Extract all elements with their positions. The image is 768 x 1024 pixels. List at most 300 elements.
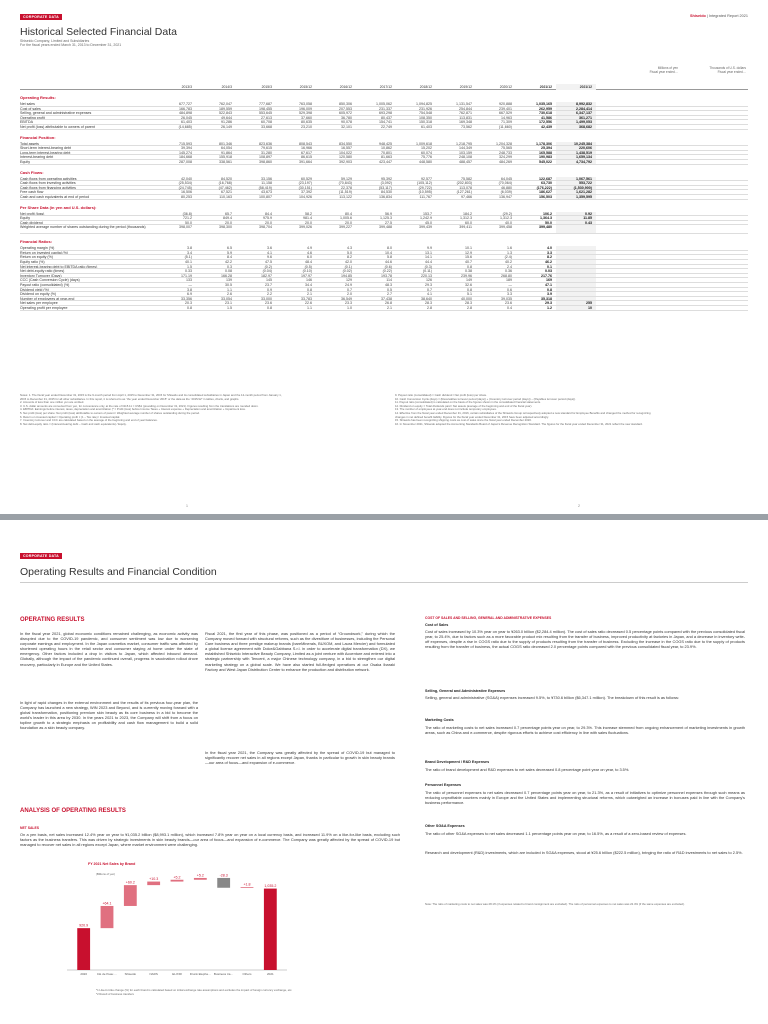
chart-category-label: Others [242,972,252,976]
table-cell: 12.9 [465,250,472,255]
table-cell: 8.2 [547,255,552,260]
table-cell: 0.38 [465,269,472,274]
chart-bar [217,878,230,888]
row-label: Cost of sales [20,106,41,111]
table-cell: 40.0 [505,220,512,225]
table-cell: 392,903 [339,159,352,164]
table-cell: 754,548 [419,111,432,116]
chart-category-label: 2020 [80,972,88,976]
table-cell: 42.2 [225,260,232,265]
table-cell: (6,039) [500,190,512,195]
table-cell: 1.0 [347,306,352,310]
table-cell: 80,253 [181,194,192,199]
table-cell: 33,783 [301,296,312,301]
chart-category-label: Shiseido [124,972,137,976]
row-label: Cash flows from operating activities [20,176,77,181]
row-label: Cash and cash equivalents at end of period [20,194,90,199]
table-cell: 35,318 [541,296,552,301]
year-header: 2020/12 [499,85,512,89]
table-cell: 1.5 [227,306,232,310]
year-header: 2014/3 [221,85,232,89]
table-cell: 0.4 [507,306,512,310]
table-cell: 104,022 [339,150,352,155]
table-cell: 100,807 [259,194,272,199]
row-label: Net profit (loss) [20,211,45,216]
table-cell: 20.3 [185,301,192,306]
table-cell: 763,058 [299,102,312,106]
table-cell: 338,561 [219,159,232,164]
chart-title: FY 2021 Net Sales by Brand [88,862,136,866]
row-label: Equity ratio (%) [20,260,45,264]
section-tag: CORPORATE DATA [20,553,62,559]
table-cell: 16,966 [301,146,312,151]
footnote: 10. Cash Conversion Cycle (days) = (Receivables turnover period (days)) + (Inventory turnover period (days)) – (Payables turnover period (days)). [395,396,576,401]
table-cell: (29,722) [418,185,432,190]
table-cell: 1,364.3 [540,216,552,221]
row-label: Operating margin (%) [20,246,55,250]
table-cell: (1,530,900) [556,186,596,190]
table-cell: 0.8 [267,306,272,310]
table-cell: 24.9 [345,283,352,288]
table-cell: (0.1) [344,264,352,269]
table-cell: (2.4) [504,255,512,260]
table-cell: 63,730 [541,181,552,186]
table-cell: 92,577 [421,176,432,181]
table-cell: 730,618 [539,111,552,116]
table-cell: 33,668 [261,124,272,129]
table-cell: 166,783 [179,106,192,111]
table-cell: 231,926 [419,106,432,111]
table-cell: 75,582 [461,176,472,181]
table-cell: 49,644 [221,115,232,120]
table-cell: (0.10) [302,269,312,274]
table-cell: 5.1 [467,292,472,297]
table-cell: 239,401 [499,106,512,111]
table-cell: 197.97 [301,273,312,278]
row-label: Payout ratio (consolidated) (%) [20,283,70,287]
table-cell: 1.5 [187,264,192,269]
year-header: 2017/12 [379,85,392,89]
table-cell: 20.0 [305,220,312,225]
table-cell: 8,992,832 [556,102,596,106]
table-cell: (0.11) [422,269,432,274]
table-cell: 368,682 [556,125,596,129]
table-cell: 189,559 [219,106,232,111]
chart-category-label: 2021 [266,972,274,976]
table-cell: 61,403 [421,124,432,129]
table-cell: 850,306 [339,102,352,106]
table-cell: 34.4 [305,283,312,288]
chart-category-label: Drunk Elepha… [189,972,211,976]
table-cell: 10,862 [381,146,392,151]
table-section-title: Per Share Data (in yen and U.S. dollars): [20,204,97,210]
table-cell: 129 [346,278,352,283]
row-label: Dividend yield (%) [20,287,49,292]
table-cell: (30,151) [298,185,312,190]
table-cell: 207,553 [339,106,352,111]
table-cell: 79,615 [261,146,272,151]
paragraph: The ratio of other SG&A expenses to net sales decreased 1.1 percentage points year on year, to 16.5%, as a result of a zero-based review of expenses. [425,831,687,836]
table-cell: 33,356 [181,296,192,301]
footnote: changes in net defined benefit liability. Figures for the fiscal year ended December 31, 2015 have been adjusted accordingly. [395,414,549,419]
table-cell: 61,403 [181,120,192,125]
table-cell: 48.3 [385,283,392,288]
table-cell: 920,888 [499,102,512,106]
table-cell: 1,009,618 [416,141,432,146]
table-cell: 37,438 [381,296,392,301]
table-cell: 0.8 [467,287,472,292]
table-cell: 0.43 [556,221,596,225]
table-cell: 2.7 [387,292,392,297]
table-cell: 10 [556,306,596,310]
title-divider [20,582,748,583]
table-cell: 196,009 [299,106,312,111]
heading-net-sales: NET SALES [20,826,40,830]
paragraph: In the fiscal year 2021, the Company was greatly affected by the spread of COVID-19 but managed to significantly recover net sales in all regions except Japan, thanks in particular to growth in skin beauty brands—our area of focus—and expansion of e-commerce. [205,750,395,766]
table-cell: 399,488 [379,225,392,230]
table-cell: 399,480 [539,225,552,230]
chart-bar [194,878,207,880]
table-cell: 255 [556,301,596,305]
table-cell: 64,045 [501,176,512,181]
table-cell: 46,880 [501,185,512,190]
table-cell: 27.5 [385,220,392,225]
table-cell: 5.8 [387,255,392,260]
paragraph: The ratio of brand development and R&D expenses to net sales decreased 0.8 percentage point year on year, to 3.5%. [425,767,630,772]
table-cell: 808,543 [299,141,312,146]
right-note: Note: The ratio of marketing costs to net sales was 28.1% (if expenses related to brand consignment are excluded). The ratio of personnel expenses to net sales was 22.4% (if the same expenses are excluded). [425,902,685,906]
table-cell: 23.1 [225,301,232,306]
table-cell: 32.6 [465,283,472,288]
table-cell: 0.8 [187,306,192,310]
running-head-brand: Shiseido [690,14,706,18]
page-title: Historical Selected Financial Data [20,26,177,38]
table-cell: 484,269 [499,159,512,164]
table-cell: 40.1 [185,260,192,265]
table-cell: 1,499,053 [556,120,596,124]
table-cell: 399,026 [299,225,312,230]
table-cell: 75,565 [501,146,512,151]
paragraph: Fiscal 2021, the first year of this phase, was positioned as a period of “Groundwork,” during which the Company moved forward with structural reforms, such as the divestiture of businesses, including the Personal Care business and three prestige makeup brands (bareMinerals, BUXOM, and Laura Mercier) and formulated a global license agreement with Dolce&Gabbana S.r.l. in order to accelerate digital transformation (DX), we established Shiseido Interactive Beauty Company, Limited as a joint venture with Accenture and entered into a strategic partnership with Tencent, a major Chinese technology company, in a bid to strengthen our digital marketing strategy on a global scale. We have also started full-fledged operations at our Osaka Ibaraki Factory and West Japan Distribution Center to enhance the production and distribution network. [205,631,395,672]
table-cell: 40.2 [505,260,512,265]
table-cell: 220,606 [556,146,596,150]
chart-bar [147,882,160,886]
table-cell: 126 [426,278,432,283]
row-label: Selling, general and administrative expenses [20,111,92,115]
table-cell: 91,286 [221,120,232,125]
table-cell: 13.1 [425,250,432,255]
table-cell: 91,864 [221,150,232,155]
table-cell: 169,348 [459,120,472,125]
table-cell: 155,918 [219,155,232,160]
table-cell: 0.7 [347,287,352,292]
paragraph: Research and development (R&D) investments, which are included in SG&A expenses, stood at ¥25.6 billion ($222.5 million), bringing the ratio of R&D investments to net sales to 2.5%. [425,850,743,855]
table-cell: 25,394 [541,146,552,151]
row-label: Dividend on equity (%) [20,292,57,296]
table-cell: 9.6 [267,255,272,260]
table-cell: 171.19 [181,273,192,278]
table-cell: 398,860 [259,159,272,164]
table-cell: 801,346 [219,141,232,146]
section-tag: CORPORATE DATA [20,14,62,20]
table-cell: 693,298 [379,111,392,116]
table-cell: 1,035,165 [536,102,552,106]
year-header: 2015/12 [299,85,312,89]
table-cell: 37,660 [301,115,312,120]
table-cell: 32,101 [341,124,352,129]
table-cell: (11,519) [338,190,352,195]
table-cell: 529,398 [299,111,312,116]
table-cell: 287,008 [179,159,192,164]
table-cell: 22,378 [341,185,352,190]
table-cell: 20.0 [345,220,352,225]
table-cell: 104,926 [299,194,312,199]
running-head-text: | Integrated Report 2021 [706,14,748,18]
subheading: Brand Development / R&D Expenses [425,760,490,764]
table-cell: (10,595) [418,190,432,195]
page-number: 1 [186,504,188,508]
table-cell: 1,659,134 [556,155,596,159]
footnote: 6. Return on invested capital = Operating profit × (1 – Tax rate) / Invested capital. [20,414,121,419]
table-cell: 189 [506,278,512,283]
chart-data-label: 920.9 [79,923,89,928]
paragraph: The ratio of personnel expenses to net sales decreased 0.7 percentage points year on year, to 21.3%, as a result of initiatives to optimize personnel expenses through such means as reducing unprofitable counters mainly in Europe and the United States and implementing structural reforms, which outweighed an increase in bonuses paid in line with the Company's business performance. [425,790,745,806]
footnote: 2. Amounts of less than one million yen are omitted. [20,400,85,405]
table-cell: 3.3 [547,250,552,255]
table-cell: 8.2 [347,255,352,260]
table-cell: 10.4 [385,250,392,255]
table-cell: (47,462) [218,185,232,190]
table-cell: (16,768) [218,181,232,186]
table-cell: 399,458 [499,225,512,230]
table-cell: 545,022 [539,159,552,164]
row-label: Cash flows from investing activities [20,181,76,185]
table-cell: 1,242.9 [420,216,432,221]
table-cell: 448,580 [419,159,432,164]
table-cell: 262,959 [539,106,552,111]
table-cell: 36,549 [341,296,352,301]
table-cell: 1,312.3 [500,216,512,221]
table-cell: 39,394 [181,146,192,151]
table-cell: 4.6 [307,250,312,255]
table-section-title: Financial Ratios: [20,239,53,245]
table-cell [556,292,596,296]
chart-bar [101,906,114,928]
table-cell: 60,074 [421,150,432,155]
table-cell: 169 [546,278,552,283]
chart-unit: (Billions of yen) [96,872,116,876]
table-cell: (0.2) [264,264,272,269]
table-cell: 23.3 [345,301,352,306]
table-cell: 172,556 [539,120,552,125]
page-subtitle [20,39,121,48]
table-cell: 0.8 [307,287,312,292]
table-row [20,195,748,200]
row-label: Free cash flow [20,190,44,194]
year-header: 2021/12 [539,85,552,89]
table-cell: 36,780 [341,115,352,120]
footnote: 8. Net debt-equity ratio = (Interest-bearing debt – Cash and cash equivalents) / Equity. [20,421,127,426]
table-cell: 153.7 [423,211,432,216]
table-cell: 3.6 [267,246,272,251]
table-cell: 26.8 [385,301,392,306]
row-label: Weighted average number of shares outstanding during the period (thousands) [20,225,146,230]
row-label: Short-term interest-bearing debt [20,146,71,150]
table-cell: 248,108 [459,155,472,160]
table-cell: 677,727 [179,102,192,106]
table-cell: 47.1 [545,283,552,288]
table-cell: 48.4 [305,260,312,265]
table-cell: 398,300 [219,225,232,230]
table-cell: 23,210 [301,124,312,129]
table-cell: 60.0 [465,220,472,225]
table-cell: 165,588 [539,150,552,155]
table-cell: 777,687 [259,102,272,106]
table-cell: 3.8 [187,287,192,292]
table-cell: 114 [386,278,392,283]
table-cell: 1,204,328 [496,141,512,146]
table-cell: 721.2 [183,216,192,221]
table-cell: (127,261) [456,190,472,195]
table-cell: 6.5 [227,246,232,251]
chart-footnote: *2 Result of business transfers [96,991,134,996]
paragraph: In the fiscal year 2021, global economic conditions remained challenging, as economic activity was disrupted due to the COVID-19 pandemic, and consumer sentiment was low due to worsening corporate earnings and employment. In the Japan cosmetics market, consumer traffic was affected by shortened operating hours in the retail sector and consumer staying at home under the state of emergency. Other factors included a drop in visitors to Japan, which affected inbound demand. Globally, although the impact of the pandemic continued overall, progress in vaccination rollout drove recovery, particularly in Europe and the United States. [20,631,198,667]
footnote: 5. Net profit (loss) per share: Net profit (loss) attributable to owners of parent / Weighted average number of shares outstanding during the period. [20,410,200,415]
table-cell: 145,274 [179,150,192,155]
table-cell: 71,309 [501,120,512,125]
table-cell: (70,064) [498,181,512,186]
table-cell: 398,007 [179,225,192,230]
chart-category-label: Business tra… [213,972,234,976]
table-cell: 84,530 [381,190,392,195]
table-cell: 0.36 [505,269,512,274]
table-row [20,125,748,130]
chart-data-label: +5.2 [173,875,181,880]
table-cell: 2.8 [467,306,472,310]
table-cell: 4.1 [427,292,432,297]
footnote: 3. U.S. dollar amounts are converted from yen, for convenience only, at the rate of ¥115.11 = US$1 (prevailing on December 31, 2021). Figures resulting from the translations are rounded down. [20,403,259,408]
heading-analysis: ANALYSIS OF OPERATING RESULTS [20,808,126,814]
row-label: Long-term interest-bearing debt [20,150,71,155]
table-cell: 149 [466,278,472,283]
table-cell: (202,803) [456,181,472,186]
table-cell: 60,708 [261,120,272,125]
table-cell: 5.0 [347,250,352,255]
table-cell: 59,129 [341,176,352,181]
table-cell: 73,562 [461,124,472,129]
table-cell: 0.8 [467,264,472,269]
table-cell: 182.97 [261,273,272,278]
table-cell: (23,197) [298,181,312,186]
table-cell: 80,635 [301,120,312,125]
table-cell: 108,897 [259,155,272,160]
table-cell: 667,529 [499,111,512,116]
table-cell: 75,776 [421,155,432,160]
table-cell: 28.3 [425,301,432,306]
table-cell: 145 [266,278,272,283]
table-cell: (105,112) [416,181,432,186]
table-cell: 1.2 [547,306,552,310]
table-cell: 194.85 [341,273,352,278]
table-cell: 231,337 [379,106,392,111]
table-cell: 33,054 [221,296,232,301]
row-label: Cash flows from financing activities [20,185,76,190]
table-cell: 5.9 [227,250,232,255]
footnote: 4. EBITDA: Earnings before interest, taxes, depreciation and amortization (* = Profit (loss) before Income Taxes + Interest expense + Depreciation and amortization + Impairment loss. [20,407,246,412]
table-cell: 762,047 [219,102,232,106]
table-cell: 136,834 [379,194,392,199]
table-cell: 111,767 [419,194,432,199]
table-cell: 28.3 [465,301,472,306]
table-cell: 97,466 [461,194,472,199]
table-cell: 65.7 [225,211,232,216]
table-cell: 0.33 [185,269,192,274]
table-row [20,160,748,165]
table-cell: 849.4 [223,216,232,221]
table-cell: 361,271 [556,116,596,120]
table-cell: 398,704 [259,225,272,230]
table-cell: 2.8 [427,306,432,310]
row-label: Return on invested capital (%) [20,250,69,255]
table-cell: 64,054 [221,146,232,151]
table-cell [556,260,596,264]
table-cell: 553,645 [259,111,272,116]
chart-data-label: -28.3 [219,873,228,878]
table-cell: (0.6) [384,264,392,269]
table-cell: (24,745) [178,185,192,190]
table-cell: 324,299 [499,155,512,160]
table-cell: 20.0 [265,220,272,225]
table-cell: 113,122 [339,194,352,199]
table-cell: (0.5) [304,264,312,269]
footnote: 13. The number of employees at year-end does not include temporary employees. [395,407,497,412]
table-cell: 4.3 [347,246,352,251]
row-label: Net sales per employee [20,301,58,305]
table-cell: 948,425 [379,141,392,146]
table-cell: 26,045 [181,115,192,120]
page-title: Operating Results and Financial Condition [20,566,217,578]
table-cell: 80.4 [345,211,352,216]
table-cell: 39,035 [501,296,512,301]
table-cell: 46.2 [545,260,552,265]
table-cell: 248,733 [499,150,512,155]
table-section-title: Financial Position: [20,134,56,140]
table-cell: 113,078 [459,185,472,190]
table-cell: 103,159 [459,150,472,155]
table-cell: 1,359,595 [556,195,596,199]
table-cell: 44.6 [385,260,392,265]
table-cell: 4.1 [267,250,272,255]
table-cell: 56.9 [385,211,392,216]
table-cell: 217.76 [541,273,552,278]
table-cell: 41,586 [541,115,552,120]
table-cell: 58.2 [305,211,312,216]
table-cell: 1,125.3 [380,216,392,221]
year-header: 2015/3 [261,85,272,89]
table-cell: 38,640 [421,296,432,301]
table-cell: (36.8) [182,211,192,216]
table-cell: 0.6 [507,287,512,292]
table-cell [556,265,596,269]
table-cell: 1,067,561 [556,177,596,181]
table-cell: 110,163 [219,194,232,199]
table-section-title: Operating Results: [20,95,56,100]
table-cell: 0.5 [387,287,392,292]
subheading: Marketing Costs [425,718,454,722]
column-header-usd: Thousands of U.S. dollars Fiscal year ended… [709,66,746,74]
table-cell: 2.2 [267,292,272,297]
table-cell: 136,947 [499,194,512,199]
